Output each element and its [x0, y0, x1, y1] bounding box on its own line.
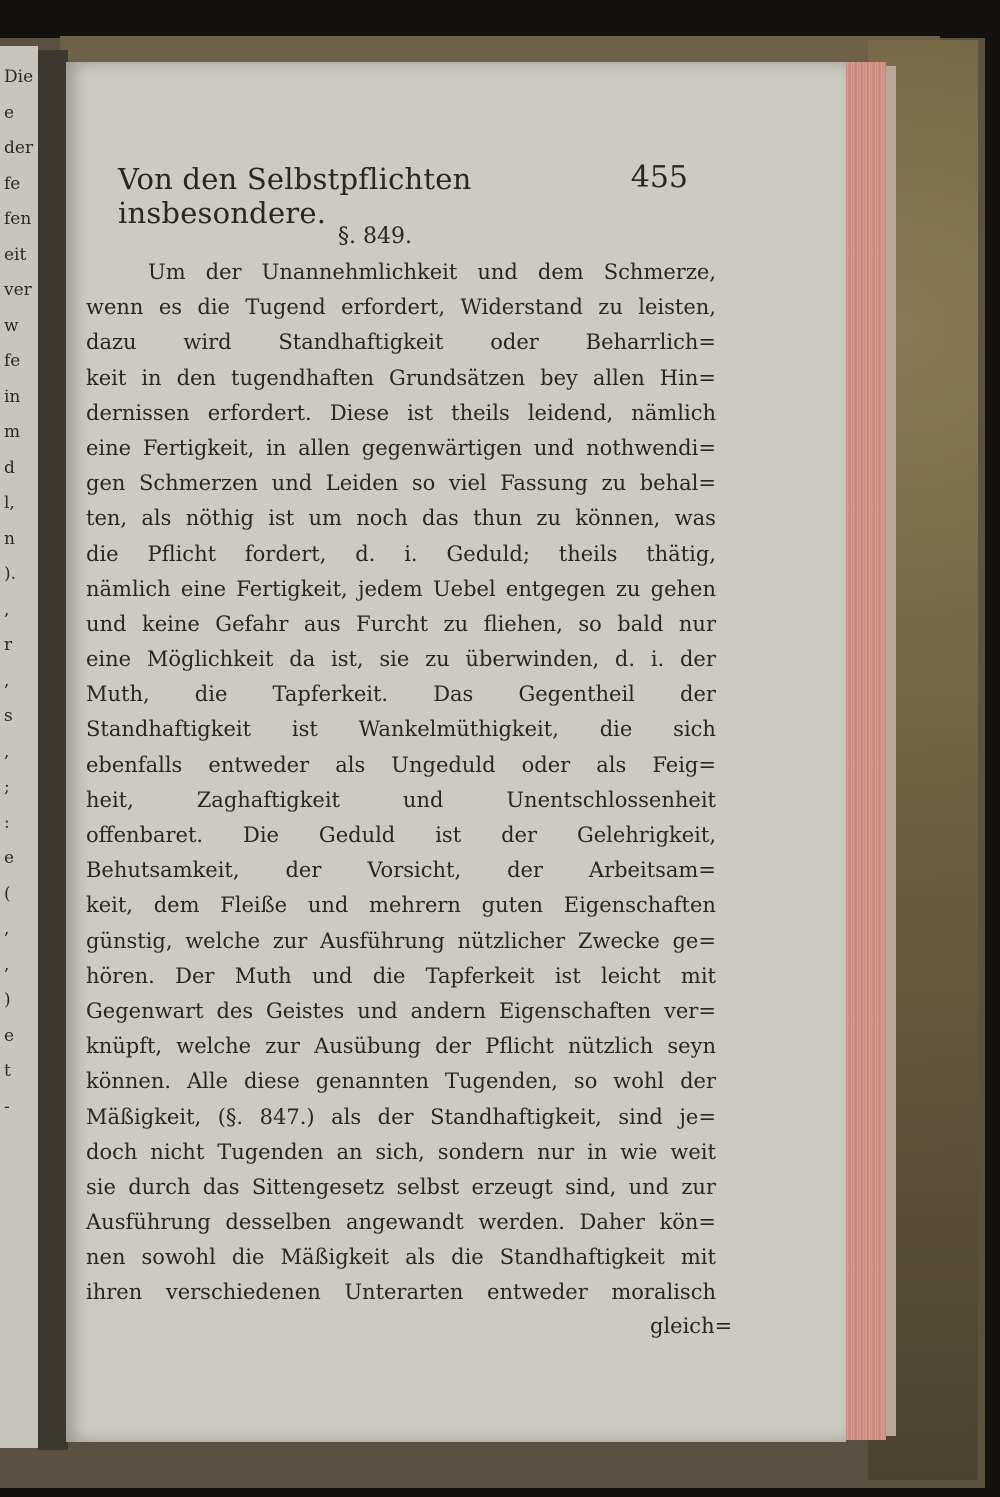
left-page-fragment: fen: [4, 209, 32, 229]
text-line: offenbaret. Die Geduld ist der Gelehrigkeit,: [86, 823, 716, 847]
left-page-fragment: t: [4, 1061, 11, 1081]
left-page-fragment: ver: [4, 280, 32, 300]
left-page-fragment: eit: [4, 244, 27, 265]
book-gutter: [38, 50, 68, 1450]
text-line: Ausführung desselben angewandt werden. Daher kön=: [86, 1210, 716, 1235]
left-page-fragment: ;: [4, 777, 10, 797]
left-page-fragment: -: [4, 1096, 10, 1117]
left-page-fragment: n: [4, 528, 15, 549]
text-line: können. Alle diese genannten Tugenden, so wohl der: [86, 1069, 716, 1094]
left-page-fragment: r: [4, 635, 13, 655]
body-text: [86, 255, 716, 1311]
section-heading: §. 849.: [338, 224, 412, 249]
text-line: und keine Gefahr aus Furcht zu fliehen, so bald nur: [86, 611, 716, 636]
running-header: [118, 158, 688, 230]
left-page-fragment: ).: [4, 564, 17, 584]
left-page-fragments: [0, 60, 38, 1440]
text-line: dernissen erfordert. Diese ist theils leidend, nämlich: [86, 400, 716, 425]
left-page-fragment: ,: [4, 919, 10, 939]
text-line: eine Möglichkeit da ist, sie zu überwinden, d. i. der: [86, 647, 716, 672]
left-page-fragment: Die: [4, 67, 34, 87]
text-line: heit, Zaghaftigkeit und Unentschlossenheit: [86, 787, 716, 812]
text-line: sie durch das Sittengesetz selbst erzeugt sind, und zur: [86, 1174, 716, 1199]
text-line: Behutsamkeit, der Vorsicht, der Arbeitsam=: [86, 858, 716, 883]
left-page-fragment: fe: [4, 351, 21, 371]
left-page-fragment: e: [4, 102, 15, 123]
text-line: die Pflicht fordert, d. i. Geduld; theils thätig,: [86, 541, 716, 566]
left-page-fragment: in: [4, 386, 21, 407]
left-page-fragment: der: [4, 138, 34, 158]
left-page-fragment: e: [4, 848, 15, 868]
left-page-fragment: w: [4, 315, 19, 336]
text-line: knüpft, welche zur Ausübung der Pflicht nützlich seyn: [86, 1034, 716, 1059]
text-line: eine Fertigkeit, in allen gegenwärtigen und nothwendi=: [86, 435, 716, 460]
left-page-fragment: ): [4, 990, 11, 1010]
text-line: nen sowohl die Mäßigkeit als die Standhaftigkeit mit: [86, 1245, 716, 1270]
text-line: wenn es die Tugend erfordert, Widerstand zu leisten,: [86, 295, 716, 320]
text-line: gen Schmerzen und Leiden so viel Fassung zu behal=: [86, 471, 716, 496]
left-page-fragment: e: [4, 1025, 15, 1046]
text-line: hören. Der Muth und die Tapferkeit ist leicht mit: [86, 963, 716, 988]
left-page-fragment: m: [4, 422, 21, 442]
text-line: ihren verschiedenen Unterarten entweder moralisch: [86, 1280, 716, 1305]
left-page-fragment: s: [4, 706, 13, 726]
page-edges-outer: [886, 66, 896, 1436]
text-line: keit, dem Fleiße und mehrern guten Eigenschaften: [86, 893, 716, 918]
text-line: ebenfalls entweder als Ungeduld oder als Feig=: [86, 752, 716, 777]
text-line: Gegenwart des Geistes und andern Eigenschaften ver=: [86, 998, 716, 1023]
text-line: nämlich eine Fertigkeit, jedem Uebel entgegen zu gehen: [86, 576, 716, 601]
running-title: Von den Selbstpflichten insbesondere.: [118, 162, 472, 230]
left-page-fragment: fe: [4, 173, 21, 194]
left-page-fragment: ,: [4, 670, 10, 691]
text-line: Standhaftigkeit ist Wankelmüthigkeit, die sich: [86, 717, 716, 742]
text-line: Muth, die Tapferkeit. Das Gegentheil der: [86, 682, 716, 707]
left-page-fragment: l,: [4, 493, 15, 513]
text-line: günstig, welche zur Ausführung nützlicher Zwecke ge=: [86, 928, 716, 953]
left-page-fragment: :: [4, 812, 10, 833]
left-page-fragment: ,: [4, 954, 10, 975]
text-line: keit in den tugendhaften Grundsätzen bey allen Hin=: [86, 365, 716, 390]
left-page-fragment: (: [4, 883, 11, 904]
left-page-fragment: ,: [4, 599, 10, 620]
text-line: Um der Unannehmlichkeit und dem Schmerze,: [148, 260, 716, 284]
catchword: gleich=: [650, 1314, 733, 1338]
left-page-fragment: d: [4, 457, 15, 478]
text-line: Mäßigkeit, (§. 847.) als der Standhaftigkeit, sind je=: [86, 1104, 716, 1129]
left-page-fragment: ,: [4, 741, 10, 762]
text-line: doch nicht Tugenden an sich, sondern nur in wie weit: [86, 1139, 716, 1164]
text-line: dazu wird Standhaftigkeit oder Beharrlich=: [86, 330, 716, 355]
cover-top-edge: [60, 36, 940, 64]
text-line: ten, als nöthig ist um noch das thun zu können, was: [86, 506, 716, 531]
page-number: 455: [630, 160, 688, 195]
